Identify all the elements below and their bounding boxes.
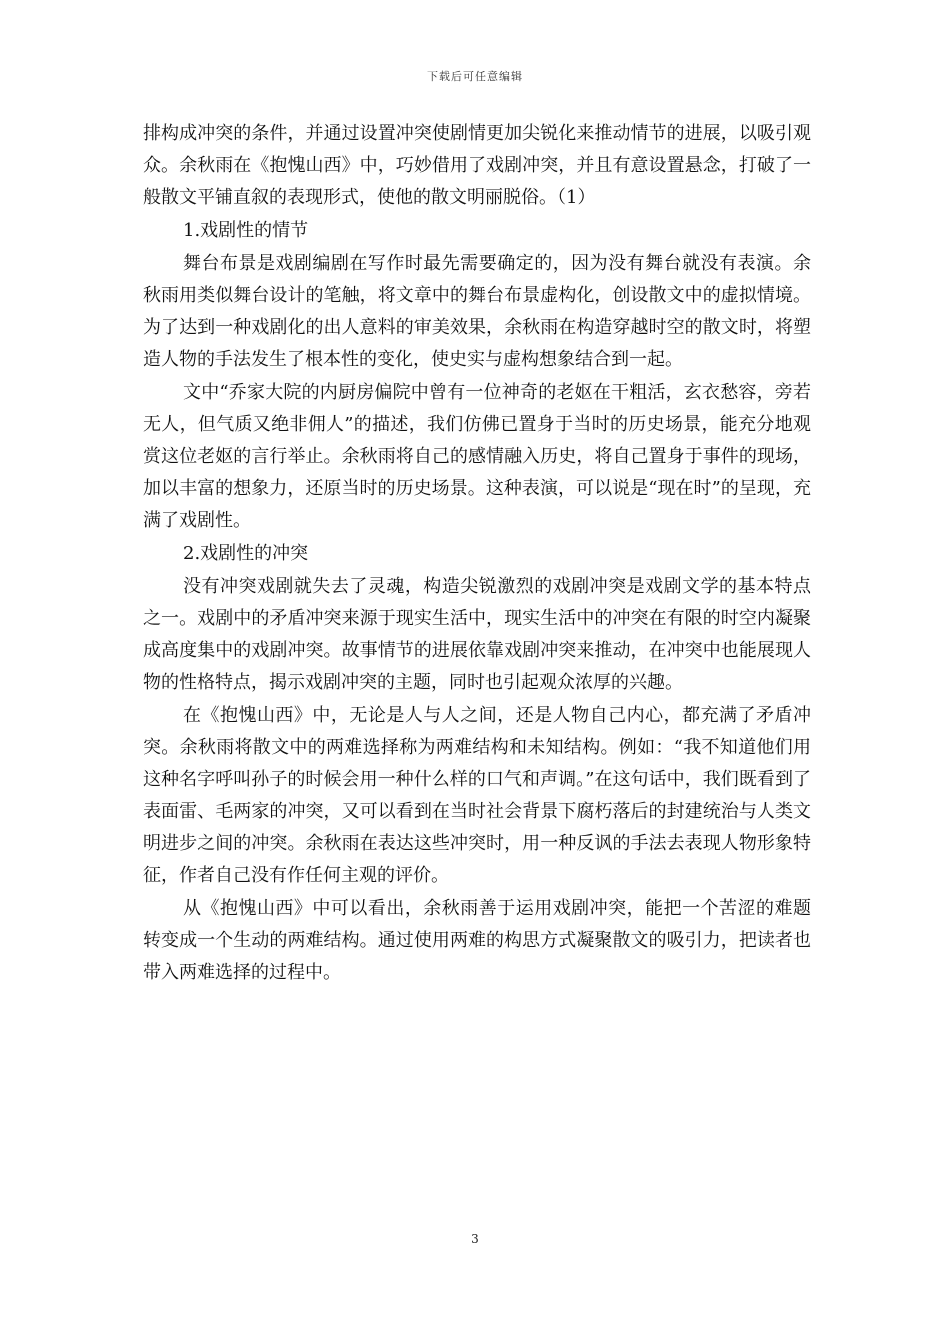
paragraph-conflict-soul: 没有冲突戏剧就失去了灵魂，构造尖锐激烈的戏剧冲突是戏剧文学的基本特点之一。戏剧中的矛盾冲突来源于现实生活中，现实生活中的冲突在有限的时空内凝聚成高度集中的戏剧冲突。故事情节的进展依靠戏剧冲突来推动，在冲突中也能展现人物的性格特点，揭示戏剧冲突的主题，同时也引起观众浓厚的兴趣。 xyxy=(143,576,811,693)
page-header: 下载后可任意编辑 xyxy=(427,70,523,83)
section-heading-conflict: 2.戏剧性的冲突 xyxy=(183,543,309,564)
paragraph-stage-setting: 舞台布景是戏剧编剧在写作时最先需要确定的，因为没有舞台就没有表演。余秋雨用类似舞台设计的笔触，将文章中的舞台布景虚构化，创设散文中的虚拟情境。为了达到一种戏剧化的出人意料的审美效果，余秋雨在构造穿越时空的散文时，将塑造人物的手法发生了根本性的变化，使史实与虚构想象结合到一起。 xyxy=(143,253,811,370)
page-number: 3 xyxy=(471,1232,479,1246)
paragraph-conclusion: 从《抱愧山西》中可以看出，余秋雨善于运用戏剧冲突，能把一个苦涩的难题转变成一个生动的两难结构。通过使用两难的构思方式凝聚散文的吸引力，把读者也带入两难选择的过程中。 xyxy=(143,898,811,983)
paragraph-dilemma: 在《抱愧山西》中，无论是人与人之间，还是人物自己内心，都充满了矛盾冲突。余秋雨将散文中的两难选择称为两难结构和未知结构。例如：“我不知道他们用这种名字呼叫孙子的时候会用一种什么样的口气和声调。”在这句话中，我们既看到了表面雷、毛两家的冲突，又可以看到在当时社会背景下腐朽落后的封建统治与人类文明进步之间的冲突。余秋雨在表达这些冲突时，用一种反讽的手法去表现人物形象特征，作者自己没有作任何主观的评价。 xyxy=(143,705,811,886)
section-heading-plot: 1.戏剧性的情节 xyxy=(183,220,309,241)
paragraph-continuation: 排构成冲突的条件，并通过设置冲突使剧情更加尖锐化来推动情节的进展，以吸引观众。余秋雨在《抱愧山西》中，巧妙借用了戏剧冲突，并且有意设置悬念，打破了一般散文平铺直叙的表现形式，使他的散文明丽脱俗。（1） xyxy=(143,123,811,208)
paragraph-old-woman: 文中“乔家大院的内厨房偏院中曾有一位神奇的老妪在干粗活，玄衣愁容，旁若无人，但气质又绝非佣人”的描述，我们仿佛已置身于当时的历史场景，能充分地观赏这位老妪的言行举止。余秋雨将自己的感情融入历史，将自己置身于事件的现场，加以丰富的想象力，还原当时的历史场景。这种表演，可以说是“现在时”的呈现，充满了戏剧性。 xyxy=(143,382,811,531)
document-body xyxy=(143,118,811,990)
